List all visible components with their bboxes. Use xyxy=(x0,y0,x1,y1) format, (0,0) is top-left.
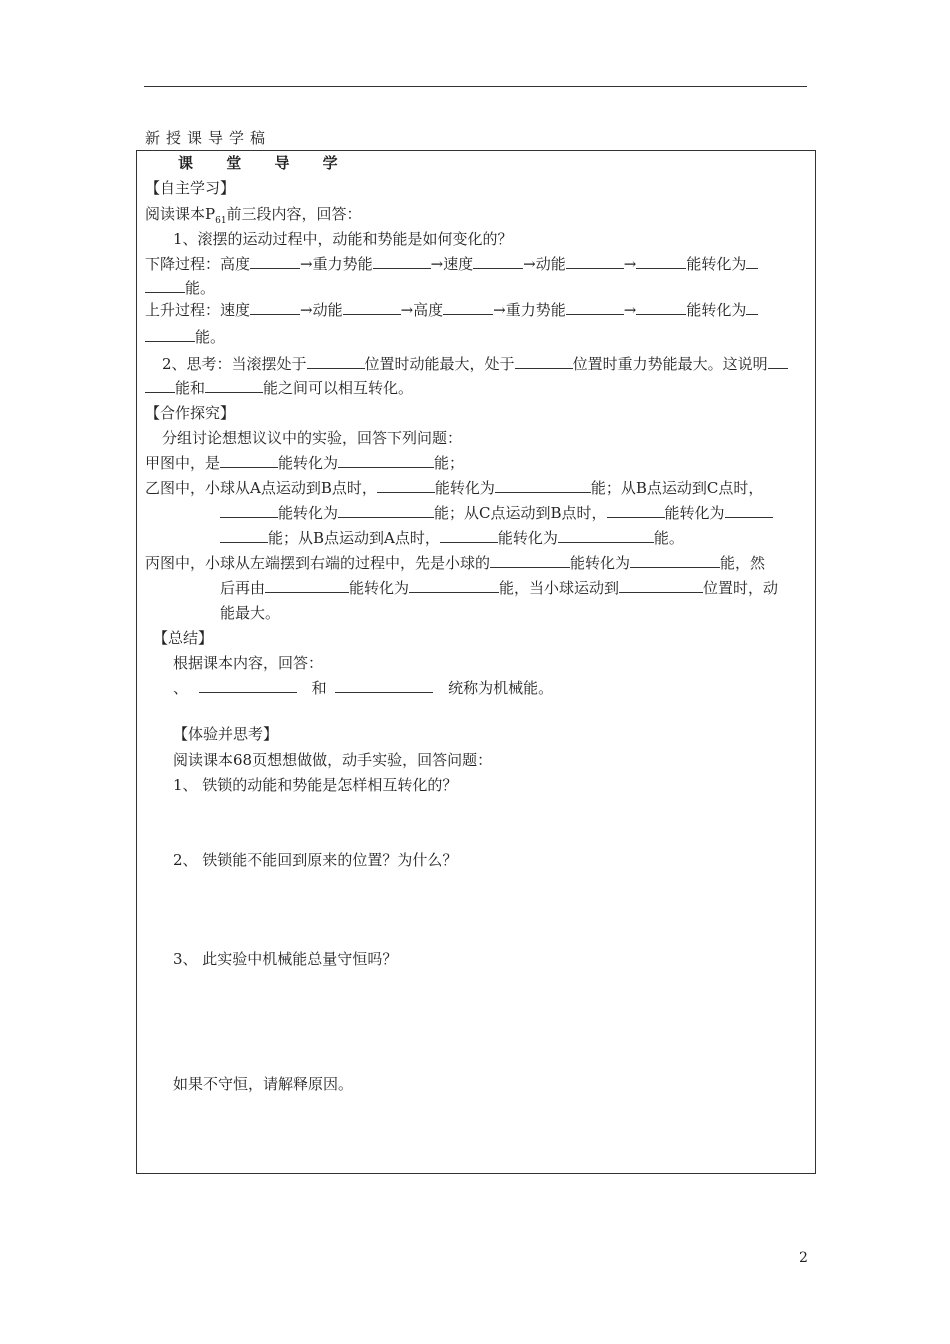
cooperative-intro: 分组讨论想想议议中的实验，回答下列问题： xyxy=(162,429,463,447)
blank[interactable] xyxy=(768,354,788,369)
bing-line-1: 丙图中，小球从左端摆到右端的过程中，先是小球的 能转化为 能，然 xyxy=(145,554,766,572)
blank[interactable] xyxy=(725,503,773,518)
blank[interactable] xyxy=(490,553,570,568)
blank[interactable] xyxy=(636,300,686,315)
yi-line-3: 能；从B点运动到A点时， 能转化为 能。 xyxy=(220,528,684,548)
experience-q4: 如果不守恒，请解释原因。 xyxy=(173,1075,354,1093)
blank[interactable] xyxy=(495,478,591,493)
blank[interactable] xyxy=(566,300,624,315)
experience-intro: 阅读课本68页想想做做，动手实验，回答问题： xyxy=(173,751,493,769)
blank[interactable] xyxy=(443,300,493,315)
blank[interactable] xyxy=(630,553,720,568)
blank[interactable] xyxy=(220,528,268,543)
blank[interactable] xyxy=(746,254,758,269)
blank[interactable] xyxy=(145,327,195,342)
blank[interactable] xyxy=(250,254,300,269)
bing-line-3: 能最大。 xyxy=(220,604,281,622)
header-rule xyxy=(144,86,807,87)
descent-line-end: 能。 xyxy=(145,278,215,298)
blank[interactable] xyxy=(746,300,758,315)
blank[interactable] xyxy=(343,300,401,315)
ascent-line-end: 能。 xyxy=(145,327,225,347)
blank[interactable] xyxy=(338,453,434,468)
section-heading: 课 堂 导 学 xyxy=(178,154,352,172)
blank[interactable] xyxy=(145,278,185,293)
bing-line-2: 后再由 能转化为 能，当小球运动到 位置时，动 xyxy=(220,579,779,597)
blank[interactable] xyxy=(220,453,278,468)
blank[interactable] xyxy=(220,503,278,518)
blank[interactable] xyxy=(566,254,624,269)
summary-intro: 根据课本内容，回答： xyxy=(173,654,324,672)
blank[interactable] xyxy=(473,254,523,269)
page-number: 2 xyxy=(799,1250,808,1266)
yi-line-2: 能转化为 能；从C点运动到B点时， 能转化为 xyxy=(220,503,773,523)
yi-line-1: 乙图中，小球从A点运动到B点时， 能转化为 能；从B点运动到C点时， xyxy=(145,479,764,497)
blank[interactable] xyxy=(265,578,349,593)
experience-q3: 3、 此实验中机械能总量守恒吗？ xyxy=(173,950,398,968)
cooperative-heading: 【合作探究】 xyxy=(145,404,236,422)
self-study-q2: 2、思考：当滚摆处于 位置时动能最大，处于 位置时重力势能最大。这说明 xyxy=(162,354,788,374)
descent-line: 下降过程：高度 →重力势能 →速度 →动能 → 能转化为 xyxy=(145,254,758,274)
blank[interactable] xyxy=(409,578,499,593)
self-study-heading: 【自主学习】 xyxy=(145,179,236,197)
blank[interactable] xyxy=(338,503,434,518)
jia-line: 甲图中，是 能转化为 能； xyxy=(145,454,465,472)
blank[interactable] xyxy=(440,528,498,543)
blank[interactable] xyxy=(205,378,263,393)
blank[interactable] xyxy=(145,378,175,393)
blank[interactable] xyxy=(515,354,573,369)
self-study-intro: 阅读课本$P_{61}$前三段内容，回答： xyxy=(145,205,362,226)
doc-title: 新授课导学稿 xyxy=(145,129,272,147)
blank[interactable] xyxy=(558,528,654,543)
summary-heading: 【总结】 xyxy=(153,629,214,647)
blank[interactable] xyxy=(607,503,665,518)
blank[interactable] xyxy=(307,354,365,369)
blank[interactable] xyxy=(335,678,433,693)
self-study-q1: 1、滚摆的运动过程中，动能和势能是如何变化的？ xyxy=(173,230,513,248)
experience-q2: 2、 铁锁能不能回到原来的位置？为什么？ xyxy=(173,851,458,869)
blank[interactable] xyxy=(636,254,686,269)
summary-line: 、 和 统称为机械能。 xyxy=(173,679,554,697)
blank[interactable] xyxy=(377,478,435,493)
experience-q1: 1、 铁锁的动能和势能是怎样相互转化的？ xyxy=(173,776,458,794)
blank[interactable] xyxy=(250,300,300,315)
blank[interactable] xyxy=(373,254,431,269)
ascent-line: 上升过程：速度 →动能 →高度 →重力势能 → 能转化为 xyxy=(145,300,758,320)
blank[interactable] xyxy=(199,678,297,693)
self-study-q2-cont: 能和 能之间可以相互转化。 xyxy=(145,378,413,398)
experience-heading: 【体验并思考】 xyxy=(173,725,279,743)
blank[interactable] xyxy=(619,578,703,593)
